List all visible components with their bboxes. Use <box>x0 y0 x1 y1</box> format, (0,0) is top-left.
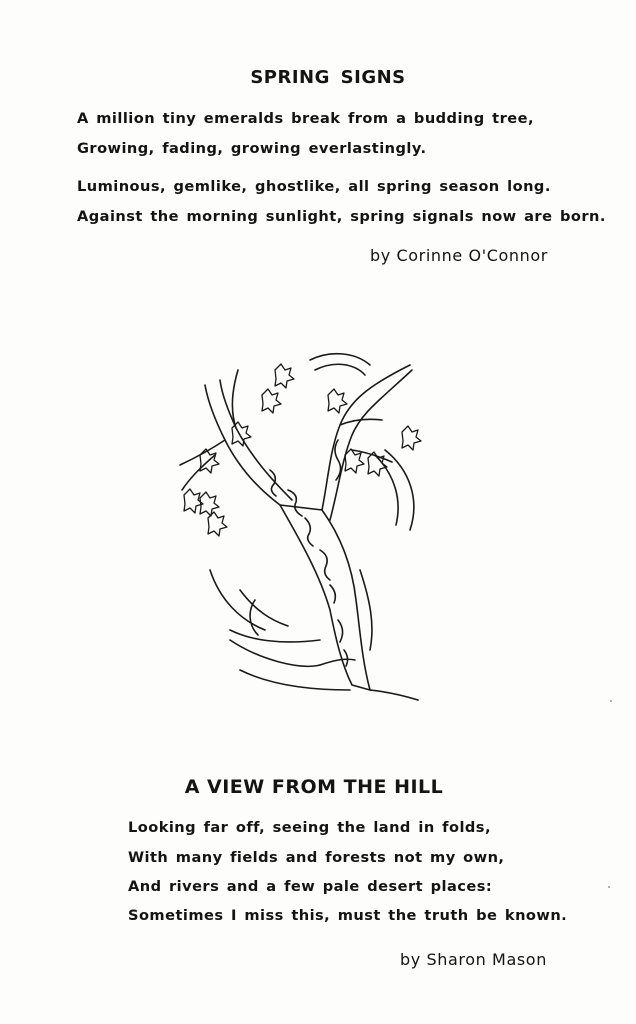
poem-byline: by Corinne O'Connor <box>370 246 548 265</box>
poem-line: Growing, fading, growing everlastingly. <box>77 140 427 157</box>
poem-line: Looking far off, seeing the land in folds, <box>128 819 491 836</box>
poem-line: Against the morning sunlight, spring signals now are born. <box>77 208 606 225</box>
poem-line: And rivers and a few pale desert places: <box>128 878 493 895</box>
paper-speck <box>608 886 610 888</box>
poem-line: A million tiny emeralds break from a budding tree, <box>77 110 534 127</box>
paper-speck <box>610 700 612 702</box>
poem-title: A VIEW FROM THE HILL <box>184 776 444 798</box>
poem-byline: by Sharon Mason <box>400 950 547 969</box>
poem-line: With many fields and forests not my own, <box>128 849 505 866</box>
poem-line: Sometimes I miss this, must the truth be known. <box>128 907 568 924</box>
tree-with-leaves-illustration <box>170 340 440 710</box>
poem-title: SPRING SIGNS <box>250 67 406 88</box>
poem-line: Luminous, gemlike, ghostlike, all spring season long. <box>77 178 551 195</box>
